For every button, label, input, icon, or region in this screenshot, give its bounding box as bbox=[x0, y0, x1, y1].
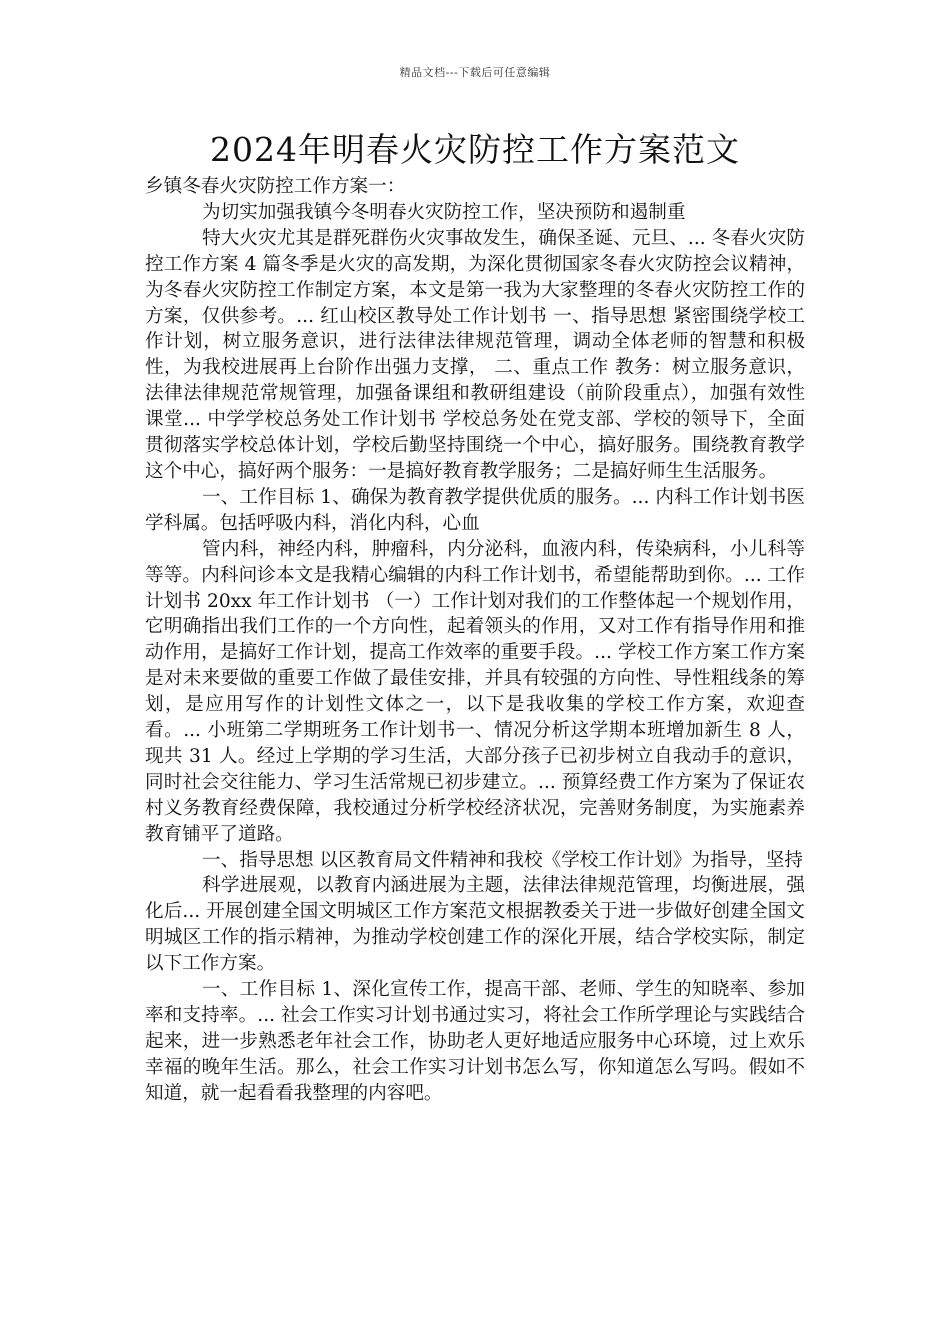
paragraph-intro: 乡镇冬春火灾防控工作方案一： bbox=[145, 176, 406, 197]
paragraph: 一、工作目标 1、确保为教育教学提供优质的服务。... 内科工作计划书医学科属。包括呼吸内科，消化内科，心血 bbox=[145, 486, 805, 534]
paragraph: 一、工作目标 1、深化宣传工作，提高干部、老师、学生的知晓率、参加率和支持率。... 社会工作实习计划书通过实习，将社会工作所学理论与实践结合起来，进一步熟悉老年社会工作，协助老人更好地适应服务中心环境，过上欢乐幸福的晚年生活。那么，社会工作实习计划书怎么写，你知道怎么写吗。假如不知道，就一起看看我整理的内容吧。 bbox=[145, 979, 805, 1104]
document-title: 2024年明春火灾防控工作方案范文 bbox=[210, 130, 740, 169]
paragraph: 一、指导思想 以区教育局文件精神和我校《学校工作计划》为指导，坚持 bbox=[202, 849, 803, 871]
paragraph: 管内科，神经内科，肿瘤科，内分泌科，血液内科，传染病科，小儿科等等等。内科问诊本文是我精心编辑的内科工作计划书，希望能帮助到你。... 工作计划书 20xx 年工作计划书 （一）工作计划对我们的工作整体起一个规划作用，它明确指出我们工作的一个方向性，起着领头的作用，又对工作有指导作用和推动作用，是搞好工作计划，提高工作效率的重要手段。... 学校工作方案工作方案是对未来要做的重要工作做了最佳安排，并具有较强的方向性、导性粗线条的筹划，是应用写作的计划性文体之一，以下是我收集的学校工作方案，欢迎查看。... 小班第二学期班务工作计划书一、情况分析这学期本班增加新生 8 人，现共 31 人。经过上学期的学习生活，大部分孩子已初步树立自我动手的意识，同时社会交往能力、学习生活常规已初步建立。... 预算经费工作方案为了保证农村义务教育经费保障，我校通过分析学校经济状况，完善财务制度，为实施素养教育铺平了道路。 bbox=[145, 538, 805, 845]
page-header-note: 精品文档---下载后可任意编辑 bbox=[399, 66, 551, 79]
document-body bbox=[145, 174, 805, 1107]
paragraph: 为切实加强我镇今冬明春火灾防控工作，坚决预防和遏制重 bbox=[202, 201, 686, 223]
paragraph: 特大火灾尤其是群死群伤火灾事故发生，确保圣诞、元旦、... 冬春火灾防控工作方案 4 篇冬季是火灾的高发期，为深化贯彻国家冬春火灾防控会议精神，为冬春火灾防控工作制定方案，本文是第一我为大家整理的冬春火灾防控工作的方案，仅供参考。... 红山校区教导处工作计划书 一、指导思想 紧密围绕学校工作计划，树立服务意识，进行法律法律规范管理，调动全体老师的智慧和积极性，为我校进展再上台阶作出强力支撑， 二、重点工作 教务：树立服务意识，法律法律规范常规管理，加强备课组和教研组建设（前阶段重点），加强有效性课堂... 中学学校总务处工作计划书 学校总务处在党支部、学校的领导下，全面贯彻落实学校总体计划，学校后勤坚持围绕一个中心，搞好服务。围绕教育教学这个中心，搞好两个服务：一是搞好教育教学服务；二是搞好师生生活服务。 bbox=[145, 227, 805, 482]
paragraph: 科学进展观，以教育内涵进展为主题，法律法律规范管理，均衡进展，强化后... 开展创建全国文明城区工作方案范文根据教委关于进一步做好创建全国文明城区工作的指示精神，为推动学校创建工作的深化开展，结合学校实际，制定以下工作方案。 bbox=[145, 875, 805, 975]
